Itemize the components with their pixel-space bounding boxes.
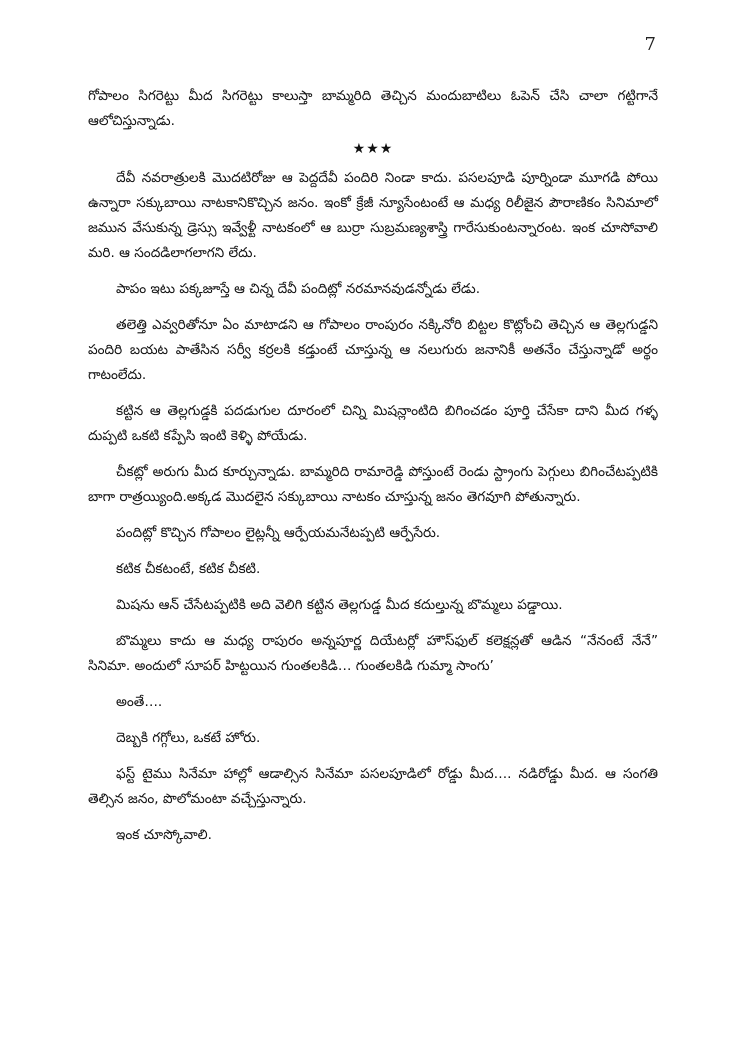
paragraph-6: చీకట్లో అరుగు మీద కూర్చున్నాడు. బామ్మరిది రామారెడ్డి పోస్తుంటే రెండు స్ట్రాంగు పెగ్గులు బిగించేటప్పటికి బాగా రాత్రయ్యింది.అక్కడ మొదలైన సక్కుబాయి నాటకం చూస్తున్న జనం తెగవూగి పోతున్నారు. [88,464,658,505]
paragraph-3: పాపం ఇటు పక్కజూస్తే ఆ చిన్న దేవీ పందిట్లో నరమానవుడన్నోడు లేడు. [116,281,481,297]
section-separator: ★★★ [352,141,394,157]
paragraph-13: ఫస్ట్ టైము సినేమా హాల్లో ఆడాల్సిన సినేమా పసలపూడిలో రోడ్డు మీద…. నడిరోడ్డు మీద. ఆ సంగతి తెల్సిన జనం, పొలోమంటా వచ్చేస్తున్నారు. [88,766,658,807]
paragraph-7: పందిట్లో కొచ్చిన గోపాలం లైట్లన్నీ ఆర్పేయమనేటప్పటి ఆర్పేసేరు. [116,525,441,541]
page-content [88,84,658,848]
paragraph-11: అంతే…. [116,694,163,710]
paragraph-2: దేవీ నవరాత్రులకి మొదటిరోజు ఆ పెద్దదేవీ పందిరి నిండా కాదు. పసలపూడి పూర్నిండా మూగడి పోయి ఉన్నారా సక్కుబాయి నాటకానికొచ్చిన జనం. ఇంకో క్రేజీ న్యూసేంటంటే ఆ మధ్య రిలీజైన పౌరాణికం సినిమాలో జమున వేసుకున్న డ్రెస్సు ఇవ్వేళ్టీ నాటకంలో ఆ బుర్రా సుబ్రమణ్యశాస్త్రి గారేసుకుంటన్నారంట. ఇంక చూసోవాలి మరి. ఆ సందడిలాగలాగని లేదు. [88,170,658,261]
paragraph-8: కటిక చీకటంటే, కటిక చీకటి. [116,561,261,577]
paragraph-12: దెబ్బకి గగ్గోలు, ఒకటే హోరు. [116,730,261,746]
paragraph-14: ఇంక చూస్కోవాలి. [116,827,212,843]
paragraph-10: బొమ్మలు కాదు ఆ మధ్య రాపురం అన్నపూర్ణ దియేటర్లో హౌస్‌ఫుల్ కలెక్షన్లతో ఆడిన “నేనంటే నేనే” సినిమా. అందులో సూపర్ హిట్టయిన గుంతలకిడి… గుంతలకిడి గుమ్మా సాంగు’ [88,633,658,674]
paragraph-1: గోపాలం సిగరెట్టు మీద సిగరెట్టు కాలుస్తా బామ్మరిది తెచ్చిన మందుబాటిలు ఓపెన్ చేసి చాలా గట్టిగానే ఆలోచిస్తున్నాడు. [88,88,658,129]
paragraph-4: తలెత్తి ఎవ్వరితోనూ ఏం మాటాడని ఆ గోపాలం రాంపురం నక్కినోరి బిట్టల కొట్లోంచి తెచ్చిన ఆ తెల్లగుడ్డని పందిరి బయట పాతేసిన సర్వీ కర్రలకి కడ్తుంటే చూస్తున్న ఆ నలుగురు జనానికీ అతనేం చేస్తున్నాడో అర్థం గాటంలేదు. [88,317,658,383]
paragraph-9: మిషను ఆన్ చేసేటప్పటికి అది వెలిగి కట్టిన తెల్లగుడ్డ మీద కదుల్తున్న బొమ్మలు పడ్డాయి. [116,597,563,613]
page-number: 7 [644,34,656,55]
paragraph-5: కట్టిన ఆ తెల్లగుడ్డకి పదడుగుల దూరంలో చిన్ని మిషన్లాంటిది బిగించడం పూర్తి చేసేకా దాని మీద గళ్ళ దుప్పటి ఒకటి కప్పేసి ఇంటి కెళ్ళి పోయేడు. [88,403,658,444]
